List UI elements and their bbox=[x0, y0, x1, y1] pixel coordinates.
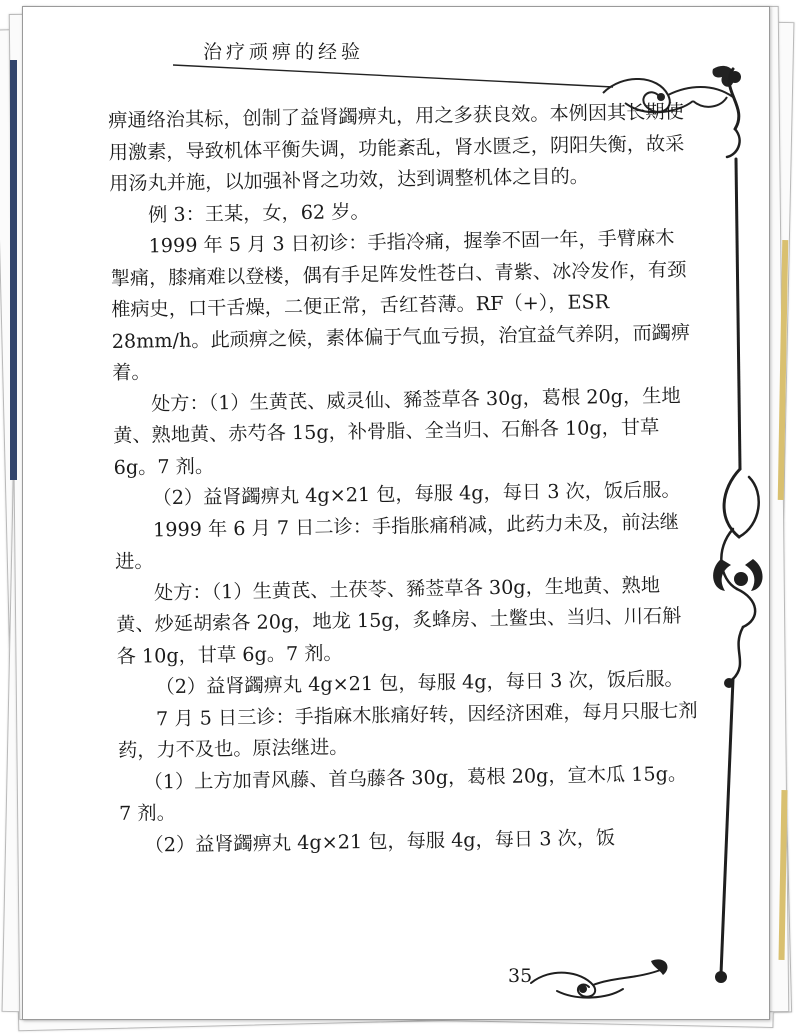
bottom-corner-ornament bbox=[523, 957, 673, 1003]
body-text bbox=[108, 96, 700, 861]
page-number: 35 bbox=[508, 965, 533, 987]
paragraph-second-visit: 1999 年 6 月 7 日二诊：手指胀痛稍减，此药力未及，前法继进。 bbox=[114, 509, 680, 573]
book-cover-edge bbox=[10, 60, 17, 480]
paragraph-prescription-2: （2）益肾蠲痹丸 4g×21 包，每服 4g，每日 3 次，饭后服。 bbox=[152, 478, 681, 510]
paragraph-third-visit: 7 月 5 日三诊：手指麻木胀痛好转，因经济困难，每月只服七剂药，力不及也。原法继进。 bbox=[117, 698, 698, 762]
paragraph-continuation: 痹通络治其标，创制了益肾蠲痹丸，用之多获良效。本例因其长期使用激素，导致机体平衡失调，功能紊乱，肾水匮乏，阴阳失衡，故采用汤丸并施，以加强补肾之功效，达到调整机体之目的。 bbox=[108, 99, 685, 195]
paragraph-prescription-5: （1）上方加青风藤、首乌藤各 30g，葛根 20g，宣木瓜 15g。7 剂。 bbox=[118, 761, 688, 825]
paragraph-prescription-1: 处方：（1）生黄芪、威灵仙、豨莶草各 30g，葛根 20g，生地黄、熟地黄、赤芍各 15g，补骨脂、全当归、石斛各 10g，甘草 6g。7 剂。 bbox=[113, 383, 681, 479]
paragraph-prescription-4: （2）益肾蠲痹丸 4g×21 包，每服 4g，每日 3 次，饭后服。 bbox=[155, 667, 684, 699]
paragraph-prescription-3: 处方：（1）生黄芪、土茯苓、豨莶草各 30g，生地黄、熟地黄、炒延胡索各 20g，地龙 15g，炙蜂房、土鳖虫、当归、川石斛各 10g，甘草 6g。7 剂。 bbox=[115, 572, 682, 668]
right-border-ornament bbox=[709, 59, 769, 1019]
paragraph-first-visit: 1999 年 5 月 3 日初诊：手指冷痛，握拳不固一年，手臂麻木掣痛，膝痛难以登楼，偶有手足阵发性苍白、青紫、冰冷发作，有颈椎病史，口干舌燥，二便正常，舌红苔薄。RF（+），ESR 28mm/h。此顽痹之候，素体偏于气血亏损，治宜益气养阴，而蠲痹着。 bbox=[110, 226, 691, 384]
book-page bbox=[22, 6, 770, 1020]
running-header-title: 治疗顽痹的经验 bbox=[203, 41, 365, 63]
paragraph-case-header: 例 3：王某，女，62 岁。 bbox=[147, 199, 370, 226]
paragraph-prescription-6: （2）益肾蠲痹丸 4g×21 包，每服 4g，每日 3 次，饭 bbox=[144, 825, 616, 857]
